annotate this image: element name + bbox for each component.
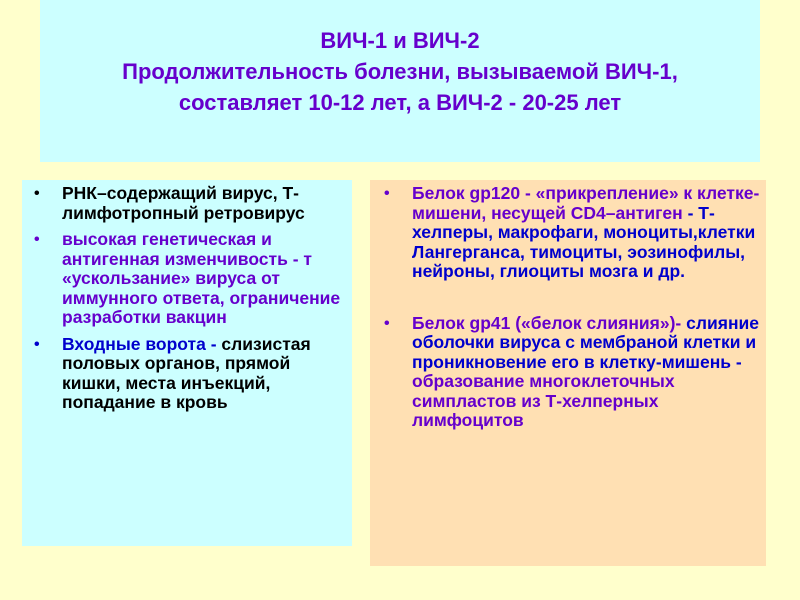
bullet-icon: •: [34, 335, 40, 353]
left-panel: [22, 180, 352, 546]
bullet-icon: •: [34, 185, 40, 202]
right-list: [382, 184, 760, 431]
list-item-text: высокая генетическая и антигенная изменчивость - т «ускользание» вируса от иммунного ответа, ограничение разработки вакцин: [62, 229, 341, 327]
list-item: [32, 230, 344, 328]
title-box: [40, 0, 760, 162]
list-item: [32, 335, 344, 413]
bullet-icon: •: [384, 185, 390, 202]
title-line-2: Продолжительность болезни, вызываемой ВИЧ-1,: [122, 59, 678, 84]
list-item-text: РНК–содержащий вирус, Т- лимфотропный ретровирус: [62, 183, 305, 223]
left-list: [32, 184, 344, 413]
list-item: [382, 314, 760, 431]
bullet-icon: •: [384, 314, 390, 332]
title-line-3: составляет 10-12 лет, а ВИЧ-2 - 20-25 лет: [178, 90, 622, 115]
right-panel: [370, 180, 766, 566]
list-item-text: слизистая половых органов, прямой кишки, места инъекций, попадание в кровь: [62, 333, 311, 412]
list-item-part1: Белок gp41 («белок слияния»)-: [412, 312, 682, 333]
list-item: [382, 184, 760, 282]
list-item-part2: - Т- хелперы, макрофаги, моноциты,клетки Лангерганса, тимоциты, эозинофилы, нейроны, глиоциты мозга и др.: [412, 202, 756, 281]
list-item-part3: образование многоклеточных симпластов из Т-хелперных лимфоцитов: [412, 371, 675, 430]
title-line-1: ВИЧ-1 и ВИЧ-2: [320, 28, 480, 53]
list-item-prefix: Входные ворота -: [62, 333, 222, 354]
list-item-part2: слияние оболочки вируса с мембраной клетки и проникновение его в клетку-мишень -: [412, 312, 760, 372]
bullet-icon: •: [34, 231, 40, 248]
list-item: [32, 184, 344, 223]
list-item-part1: Белок gp120 - «прикрепление» к клетке-мишени, несущей CD4–антиген: [412, 183, 760, 223]
